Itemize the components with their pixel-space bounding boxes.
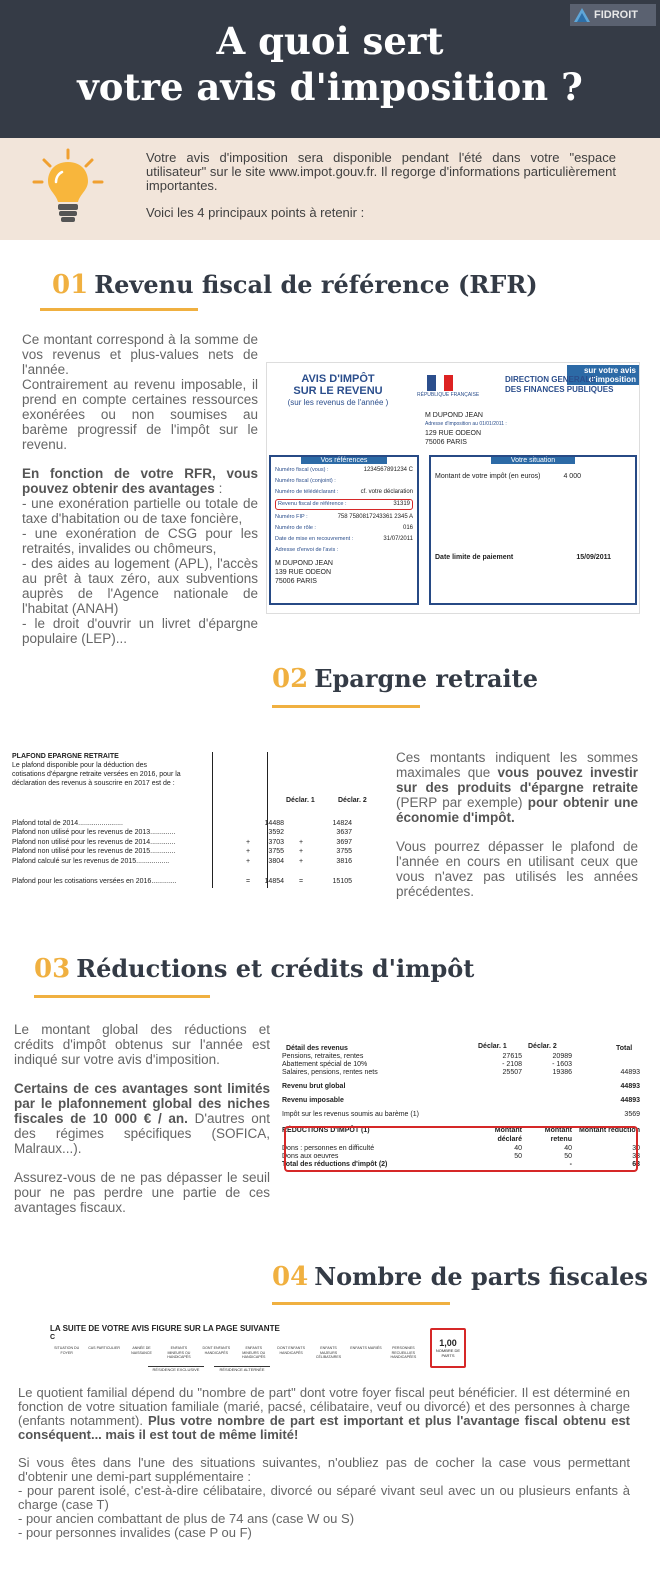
section-3-underline — [34, 995, 210, 998]
reduction-cell: Impôt sur les revenus soumis au barème (1) — [282, 1111, 419, 1118]
reduction-cell: 50 — [564, 1153, 572, 1160]
retirement-value-2: 14824 — [332, 820, 352, 827]
reduction-cell: Salaires, pensions, rentes nets — [282, 1069, 378, 1076]
shares-column-label: DONT ENFANTS HANDICAPÉS — [202, 1346, 231, 1355]
reference-label: Numéro de rôle : — [275, 525, 316, 531]
reduction-cell: Dons : personnes en difficulté — [282, 1145, 375, 1152]
retirement-sign-1: + — [245, 857, 251, 865]
reduction-cell: 50 — [514, 1153, 522, 1160]
reduction-cell: 44893 — [620, 1083, 640, 1090]
reduction-cell — [472, 1110, 522, 1118]
shares-column-label: SITUATION DU FOYER — [54, 1346, 80, 1355]
reduction-row — [282, 1068, 640, 1076]
retirement-label-text: Plafond non utilisé pour les revenus de 2013 — [12, 829, 151, 837]
shares-column-label: PERSONNES RECUEILLIES HANDICAPÉES — [390, 1346, 417, 1359]
section-4-underline — [272, 1302, 450, 1305]
fidroit-logo-icon — [574, 8, 590, 22]
retirement-label-text: Plafond non utilisé pour les revenus de 2014 — [12, 838, 151, 846]
retirement-label-text: Plafond pour les cotisations versées en 2016 — [12, 877, 152, 885]
retirement-value-1: 3755 — [268, 848, 284, 856]
retirement-sign-2: + — [298, 838, 304, 846]
reduction-cell — [522, 1110, 572, 1118]
reduction-head-cell: Montant réduction — [578, 1127, 640, 1134]
reference-label: Adresse d'envoi de l'avis : — [275, 547, 339, 553]
situation-box: Votre situation Montant de votre impôt (en euros) 4 000 Date limite de paiement 15/09/2011 — [429, 455, 637, 605]
reference-row — [275, 535, 413, 544]
retirement-value-1: 14488 — [264, 820, 284, 827]
reference-row — [275, 513, 413, 522]
reduction-cell — [522, 1082, 572, 1090]
reduction-cell: Pensions, retraites, rentes — [282, 1053, 364, 1060]
reduction-head-cell: Montant retenu — [544, 1127, 572, 1143]
section-2-text: Ces montants indiquent les sommes maximales que vous pouvez investir sur des produits d'épargne retraite (PERP par exemple) pour obtenir une économie d'impôt. Vous pourrez dépasser le plafond de l'année en cours en utilisant ceux que vous n'avez pas utilisés les années précédentes. — [396, 750, 638, 899]
reduction-cell: Dons aux oeuvres — [282, 1153, 339, 1160]
page-header — [0, 0, 660, 138]
section-3-text: Le montant global des réductions et crédits d'impôt obtenus sur l'année est indiqué sur votre avis d'imposition. Certains de ces avantages sont limités par le plafonnement global des niches fiscales de 10 000 € / an. D'autres ont des régimes spécifiques (SOFICA, Malraux...). Assurez-vous de ne pas dépasser le seuil pour ne pas perdre une partie de ces avantages fiscaux. — [14, 1022, 270, 1215]
reference-label: Numéro de télédéclarant : — [275, 489, 339, 495]
reference-label: Date de mise en recouvrement : — [275, 536, 354, 542]
reduction-cell: 63 — [632, 1161, 640, 1168]
reduction-cell: 33 — [632, 1153, 640, 1160]
shares-column-label: ENFANTS MAJEURS CÉLIBATAIRES — [315, 1346, 342, 1359]
reduction-cell: 27615 — [502, 1053, 522, 1060]
tax-reductions-image: Détail des revenus Déclar. 1 Déclar. 2 Total Pensions, retraites, rentes 27615 20989 Abattement spécial de 10% - 2108 - 1603 Salaires, pensions, rentes nets 25507 19386 44893 Revenu brut global 44893 Revenu imposable 44893 Impôt sur les revenus soumis au barème (1) 3569 RÉDUCTIONS D'IMPÔT (1) Montant déclaré Montant retenu Montant réduction Dons : personnes en difficulté 40 40 30 Dons aux oeuvres 50 50 33 Total des réductions d'impôt (2) - 63 — [282, 1040, 640, 1176]
shares-column-label: ENFANTS MARIÉS — [350, 1346, 382, 1350]
retirement-row — [12, 838, 384, 848]
retirement-row — [12, 857, 384, 867]
reduction-cell — [472, 1096, 522, 1104]
reference-row — [275, 499, 413, 510]
reduction-cell: Total des réductions d'impôt (2) — [282, 1161, 388, 1168]
retirement-label-text: Plafond calculé sur les revenus de 2015 — [12, 857, 137, 865]
section-1-text: Ce montant correspond à la somme de vos revenus et plus-values nets de l'année. Contrairement au revenu imposable, il prend en compte certaines ressources exonérées ou non soumises au barème progressif de l'impôt sur le revenu. En fonction de votre RFR, vous pouvez obtenir des avantages : - une exonération partielle ou totale de taxe d'habitation ou de taxe foncière, - une exonération de CSG pour les retraités, invalides ou chômeurs, - des aides au logement (APL), l'accès au prêt à taux zéro, aux subventions auprès de l'Agence nationale de l'habitat (ANAH) - le droit d'ouvrir un livret d'épargne populaire (LEP)... — [22, 332, 258, 646]
retirement-label — [12, 857, 212, 866]
reduction-cell: Revenu imposable — [282, 1097, 344, 1104]
section-1-title: 01 Revenu fiscal de référence (RFR) — [52, 270, 538, 300]
reference-value: cf. votre déclaration — [360, 489, 413, 495]
shares-highlight: 1,00 NOMBRE DE PARTS — [430, 1328, 466, 1368]
shares-column-label: ANNÉE DE NAISSANCE — [131, 1346, 152, 1355]
retirement-row — [12, 847, 384, 857]
retirement-value-2: 3637 — [336, 829, 352, 837]
reference-value: 1234567891234 C — [363, 467, 413, 473]
marianne-logo — [427, 375, 453, 391]
reduction-row — [282, 1052, 640, 1060]
retirement-label — [12, 838, 212, 847]
retirement-value-2: 3816 — [336, 857, 352, 865]
section-3-title: 03 Réductions et crédits d'impôt — [34, 954, 475, 984]
retirement-row — [12, 804, 384, 828]
reduction-cell: 20989 — [552, 1053, 572, 1060]
retirement-label — [12, 828, 212, 837]
reference-label: Numéro fiscal (vous) : — [275, 467, 329, 473]
section-4-text: Le quotient familial dépend du "nombre de part" dont votre foyer fiscal peut bénéficier. Il est déterminé en fonction de votre situation familiale (marié, pacsé, célibataire, veuf ou divorcé) et des personnes à charge (enfants notamment). Plus votre nombre de part est important et plus l'avantage fiscal obtenu est conséquent... mais il est tout de même limité! Si vous êtes dans l'une des situations suivantes, n'oubliez pas de cocher la case vous permettant d'obtenir une demi-part supplémentaire : - pour parent isolé, c'est-à-dire célibataire, divorcé ou séparé vivant seul avec un ou plusieurs enfants à charge (case T) - pour ancien combattant de plus de 74 ans (case W ou S) - pour personnes invalides (case P ou F) — [18, 1385, 631, 1540]
references-box: Vos références Numéro fiscal (vous) : 1234567891234 C Numéro fiscal (conjoint) : Numéro de télédéclarant : cf. votre déclaration Revenu fiscal de référence : 31319 Numéro FIP : 758 7580817243361 2345 A Numéro de rôle : 016 Date de mise en recouvrement : 31/07/2011 Adresse d'envoi de l'avis : M DUPOND JEAN 139 RUE ODEON 75006 PARIS — [269, 455, 419, 605]
reduction-head-cell: Montant déclaré — [494, 1127, 522, 1143]
reference-row — [275, 466, 413, 475]
tax-notice-image: AVIS D'IMPÔT SUR LE REVENU (sur les revenus de l'année ) RÉPUBLIQUE FRANÇAISE sur votre avis d'imposition DIRECTION GENERALE DES FINANCES PUBLIQUES M DUPOND JEAN Adresse d'imposition au 01/01/2011 : 129 RUE ODEON 75006 PARIS Vos références Numéro fiscal (vous) : 1234567891234 C Numéro fiscal (conjoint) : Numéro de télédéclarant : cf. votre déclaration Revenu fiscal de référence : 31319 Numéro FIP : 758 7580817243361 2345 A Numéro de rôle : 016 Date de mise en recouvrement : 31/07/2011 Adresse d'envoi de l'avis : M DUPOND JEAN 139 RUE ODEON 75006 PARIS Votre situation Montant de votre impôt (en euros) 4 000 Date limite de paiement 15/09/2011 — [266, 362, 640, 614]
retirement-row — [12, 828, 384, 838]
section-4-title: 04 Nombre de parts fiscales — [272, 1262, 648, 1292]
reduction-cell — [572, 1052, 640, 1060]
reduction-cell — [522, 1096, 572, 1104]
reduction-cell: - 2108 — [502, 1061, 522, 1068]
section-2-underline — [272, 705, 420, 708]
reduction-head-cell: RÉDUCTIONS D'IMPÔT (1) — [282, 1127, 370, 1134]
reduction-cell — [472, 1082, 522, 1090]
lightbulb-icon — [32, 148, 104, 228]
reference-value: 758 7580817243361 2345 A — [337, 514, 413, 520]
shares-column-label: ENFANTS MINEURS OU HANDICAPÉS — [167, 1346, 191, 1359]
retirement-value-1: 14854 — [264, 877, 284, 885]
reduction-cell: Abattement spécial de 10% — [282, 1061, 368, 1068]
reduction-cell: 40 — [564, 1145, 572, 1152]
reference-label: Numéro fiscal (conjoint) : — [275, 478, 336, 484]
reference-value: 016 — [402, 525, 413, 531]
reduction-cell: Revenu brut global — [282, 1083, 346, 1090]
reduction-cell: - 1603 — [552, 1061, 572, 1068]
retirement-sign-1: = — [245, 877, 251, 885]
retirement-dots: ............. — [151, 877, 177, 885]
reference-row — [275, 488, 413, 497]
retirement-label — [12, 819, 212, 828]
reference-row — [275, 546, 413, 555]
page-title: A quoi sert votre avis d'imposition ? — [77, 19, 583, 109]
retirement-dots: ............. — [150, 838, 176, 846]
retirement-label — [12, 847, 212, 856]
retirement-row — [12, 874, 384, 888]
shares-column-label: DONT ENFANTS HANDICAPÉS — [277, 1346, 305, 1355]
retirement-sign-2: = — [298, 877, 304, 885]
reduction-cell: 44893 — [620, 1097, 640, 1104]
retirement-value-1: 3703 — [268, 838, 284, 846]
retirement-dots: ....................... — [78, 820, 123, 827]
retirement-dots: ............. — [150, 829, 176, 837]
tax-shares-image: LA SUITE DE VOTRE AVIS FIGURE SUR LA PAGE SUIVANTE C SITUATION DU FOYER CAS PARTICULIER ANNÉE DE NAISSANCE ENFANTS MINEURS OU HANDICAPÉS DONT ENFANTS HANDICAPÉS ENFANTS MINEURS OU HANDICAPÉS DONT ENFANTS HANDICAPÉS ENFANTS MAJEURS CÉLIBATAIRES ENFANTS MARIÉS PERSONNES RECUEILLIES HANDICAPÉES RÉSIDENCE EXCLUSIVE RÉSIDENCE ALTERNÉE 1,00 NOMBRE DE PARTS — [50, 1320, 470, 1378]
intro-section — [0, 138, 660, 240]
fidroit-logo: FIDROIT — [570, 4, 656, 26]
reference-label: Numéro FIP : — [275, 514, 308, 520]
retirement-value-2: 15105 — [332, 877, 352, 885]
reduction-row — [282, 1082, 640, 1090]
shares-column-label: CAS PARTICULIER — [88, 1346, 121, 1350]
reference-value: 31319 — [393, 501, 410, 507]
reference-row — [275, 524, 413, 533]
section-2-title: 02 Epargne retraite — [272, 664, 538, 694]
retirement-sign-1: + — [245, 838, 251, 846]
section-1-underline — [40, 308, 198, 311]
retirement-dots: ................. — [136, 857, 170, 865]
reference-label: Revenu fiscal de référence : — [278, 501, 347, 507]
retirement-label-text: Plafond non utilisé pour les revenus de 2015 — [12, 848, 151, 856]
retirement-value-2: 3697 — [336, 838, 352, 846]
reduction-cell: 25507 — [502, 1069, 522, 1076]
retirement-sign-1: + — [245, 848, 251, 856]
retirement-ceiling-image: PLAFOND EPARGNE RETRAITE Le plafond disponible pour la déduction des cotisations d'épargne retraite versées en 2016, pour la déclaration des revenus à souscrire en 2017 est de : Déclar. 1 Déclar. 2 Plafond total de 2014....................... 14488 14824 Plafond non utilisé pour les revenus de 2013............. 3592 3637 Plafond non utilisé pour les revenus de 2014............. + 3703 + 3697 Plafond non utilisé pour les revenus de 2015............. + 3755 + 3755 Plafond calculé sur les revenus de 2015................. + 3804 + 3816 Plafond pour les cotisations versées en 2016............. = 14854 = 15105 — [12, 752, 384, 890]
retirement-sign-2: + — [298, 848, 304, 856]
reduction-cell: 40 — [514, 1145, 522, 1152]
retirement-value-1: 3592 — [268, 829, 284, 837]
reference-value: 31/07/2011 — [383, 536, 413, 542]
reduction-cell: 44893 — [620, 1069, 640, 1076]
shares-column-label: ENFANTS MINEURS OU HANDICAPÉS — [242, 1346, 266, 1359]
intro-points-text: Voici les 4 principaux points à retenir : — [146, 205, 365, 220]
retirement-value-1: 3804 — [268, 857, 284, 865]
reduction-cell: 3569 — [624, 1111, 640, 1118]
reduction-cell: - — [569, 1161, 572, 1168]
intro-text: Votre avis d'imposition sera disponible pendant l'été dans votre "espace utilisateur" sur le site www.impot.gouv.fr. Il regorge d'informations particulièrement importantes. — [146, 150, 616, 193]
retirement-sign-2: + — [298, 857, 304, 865]
retirement-label-text: Plafond total de 2014 — [12, 820, 79, 827]
reduction-cell — [572, 1060, 640, 1068]
retirement-value-2: 3755 — [336, 848, 352, 856]
retirement-label — [12, 877, 212, 886]
retirement-dots: ............. — [150, 848, 176, 856]
reference-row — [275, 477, 413, 486]
reduction-row — [282, 1096, 640, 1104]
reduction-row — [282, 1110, 640, 1118]
reductions-highlight — [284, 1126, 638, 1172]
reduction-cell: 30 — [632, 1145, 640, 1152]
reduction-cell: 19386 — [552, 1069, 572, 1076]
reduction-row — [282, 1060, 640, 1068]
